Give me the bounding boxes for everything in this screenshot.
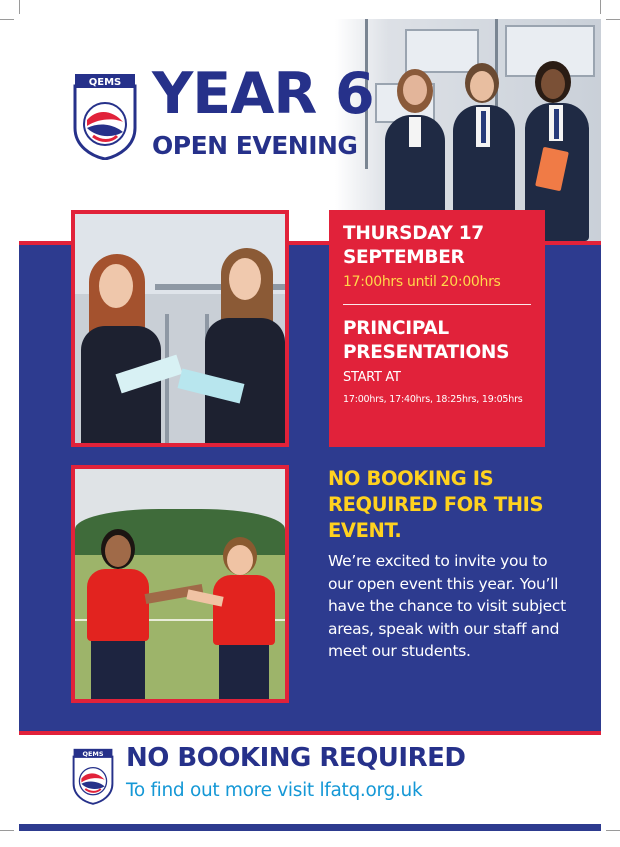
presentations-title: PRINCIPAL PRESENTATIONS bbox=[343, 318, 510, 363]
crop-mark bbox=[600, 0, 601, 14]
footer-website-link[interactable]: To find out more visit lfatq.org.uk bbox=[126, 780, 423, 801]
presentation-times: 17:00hrs, 17:40hrs, 18:25hrs, 19:05hrs bbox=[343, 394, 523, 405]
event-time: 17:00hrs until 20:00hrs bbox=[343, 274, 501, 290]
hero-photo bbox=[335, 19, 601, 241]
footer-heading: NO BOOKING REQUIRED bbox=[126, 743, 466, 773]
students-handshake-photo bbox=[71, 465, 289, 703]
crop-mark bbox=[19, 0, 20, 14]
start-label: START AT bbox=[343, 370, 401, 385]
booking-body: We’re excited to invite you to our open event this year. You’ll have the chance to visit subject areas, speak with our staff and meet our students. bbox=[328, 552, 566, 660]
school-logo bbox=[71, 72, 139, 160]
crop-mark bbox=[606, 830, 620, 831]
logo-text: QEMS bbox=[88, 77, 122, 88]
flyer-page bbox=[19, 19, 601, 831]
logo-text: QEMS bbox=[82, 749, 104, 758]
students-photo bbox=[71, 210, 289, 447]
bottom-bar bbox=[19, 824, 601, 831]
event-info-box bbox=[329, 210, 545, 447]
crop-mark bbox=[0, 19, 14, 20]
crop-mark bbox=[606, 19, 620, 20]
page-subtitle: OPEN EVENING bbox=[152, 131, 358, 160]
divider bbox=[343, 304, 531, 305]
event-date: THURSDAY 17 SEPTEMBER bbox=[343, 223, 484, 268]
booking-heading: NO BOOKING IS REQUIRED FOR THIS EVENT. bbox=[328, 467, 544, 542]
crop-mark bbox=[0, 830, 14, 831]
page-title: YEAR 6 bbox=[152, 61, 374, 127]
school-logo-small bbox=[71, 746, 115, 806]
